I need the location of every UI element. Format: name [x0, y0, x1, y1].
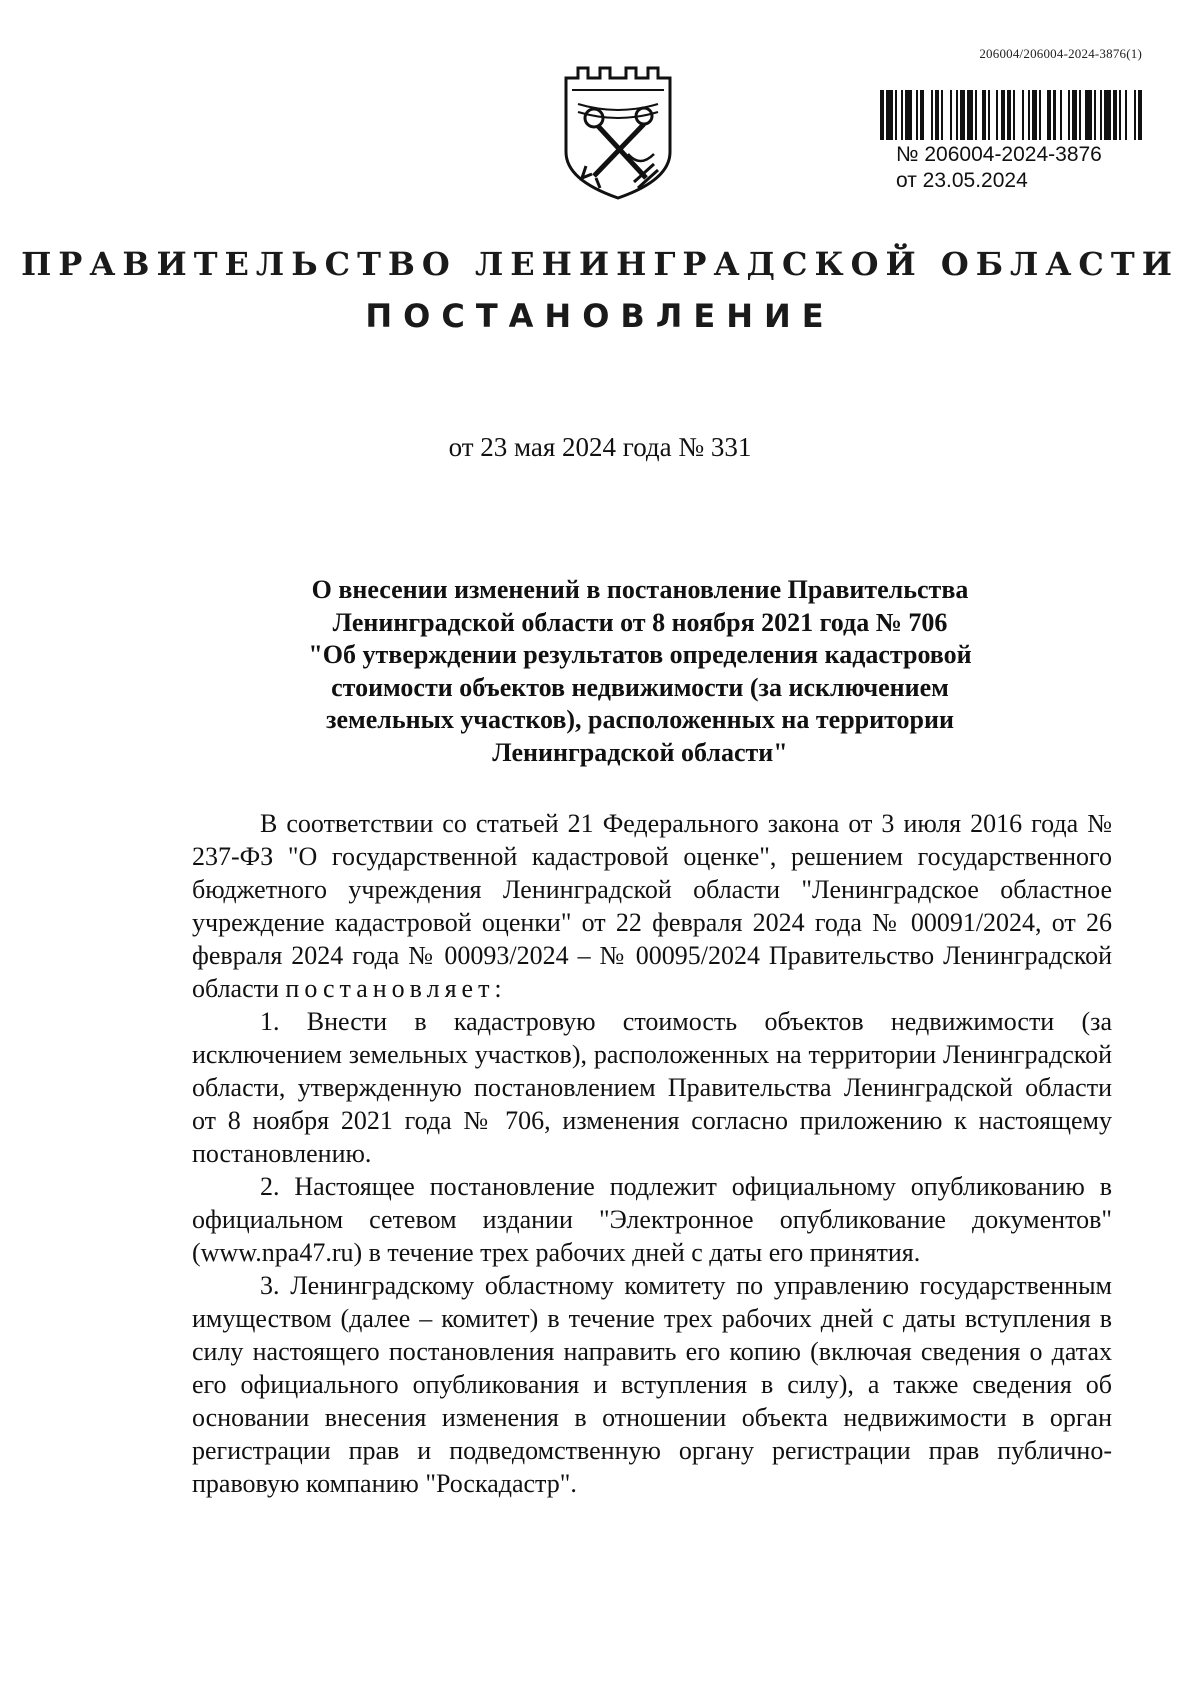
document-date-number: от 23 мая 2024 года № 331	[448, 432, 752, 462]
subject-line: О внесении изменений в постановление Правительства	[311, 575, 969, 604]
document-subject	[200, 574, 1080, 769]
preamble-paragraph	[192, 807, 1112, 1005]
item-paragraph-2: 2. Настоящее постановление подлежит официальному опубликованию в официальном сетевом издании "Электронное опубликование документов" (www.npa47.ru) в течение трех рабочих дней с даты его принятия.	[192, 1172, 1112, 1267]
barcode	[880, 90, 1145, 140]
item-paragraph-3: 3. Ленинградскому областному комитету по управлению государственным имуществом (далее – комитет) в течение трех рабочих дней с даты вступления в силу настоящего постановления направить его копию (включая сведения о датах его официального опубликования и вступления в силу), а также сведения об основании внесения изменения в отношении объекта недвижимости в орган регистрации прав и подведомственную органу регистрации прав публично-правовую компанию "Роскадастр".	[192, 1271, 1112, 1498]
subject-line: Ленинградской области"	[492, 737, 788, 767]
barcode-stripe	[1142, 90, 1144, 140]
coat-of-arms-icon	[558, 60, 678, 202]
subject-line: стоимости объектов недвижимости (за исключением	[331, 672, 949, 702]
subject-line: Ленинградской области от 8 ноября 2021 года № 706	[332, 607, 948, 637]
registration-date: от 23.05.2024	[896, 169, 1028, 192]
preamble-text: В соответствии со статьей 21 Федерального закона от 3 июля 2016 года № 237-ФЗ "О государственной кадастровой оценке", решением государственного бюджетного учреждения Ленинградской области "Ленинградское областное учреждение кадастровой оценки" от 22 февраля 2024 года № 00091/2024, от 26 февраля 2024 года № 00093/2024 – № 00095/2024 Правительство Ленинградской области	[192, 809, 1112, 1003]
registration-number: № 206004-2024-3876	[896, 143, 1102, 166]
document-body	[192, 807, 1112, 1500]
registration-block	[896, 142, 1102, 194]
resolves-word: постановляет:	[285, 974, 507, 1003]
government-title: ПРАВИТЕЛЬСТВО ЛЕНИНГРАДСКОЙ ОБЛАСТИ	[21, 245, 1179, 283]
document-type: ПОСТАНОВЛЕНИЕ	[365, 297, 835, 335]
doc-ref-code: 206004/206004-2024-3876(1)	[979, 46, 1142, 61]
item-paragraph-1: 1. Внести в кадастровую стоимость объектов недвижимости (за исключением земельных участков), расположенных на территории Ленинградской области, утвержденную постановлением Правительства Ленинградской области от 8 ноября 2021 года № 706, изменения согласно приложению к настоящему постановлению.	[192, 1007, 1112, 1168]
subject-line: "Об утверждении результатов определения кадастровой	[308, 640, 972, 669]
subject-line: земельных участков), расположенных на территории	[326, 705, 954, 734]
